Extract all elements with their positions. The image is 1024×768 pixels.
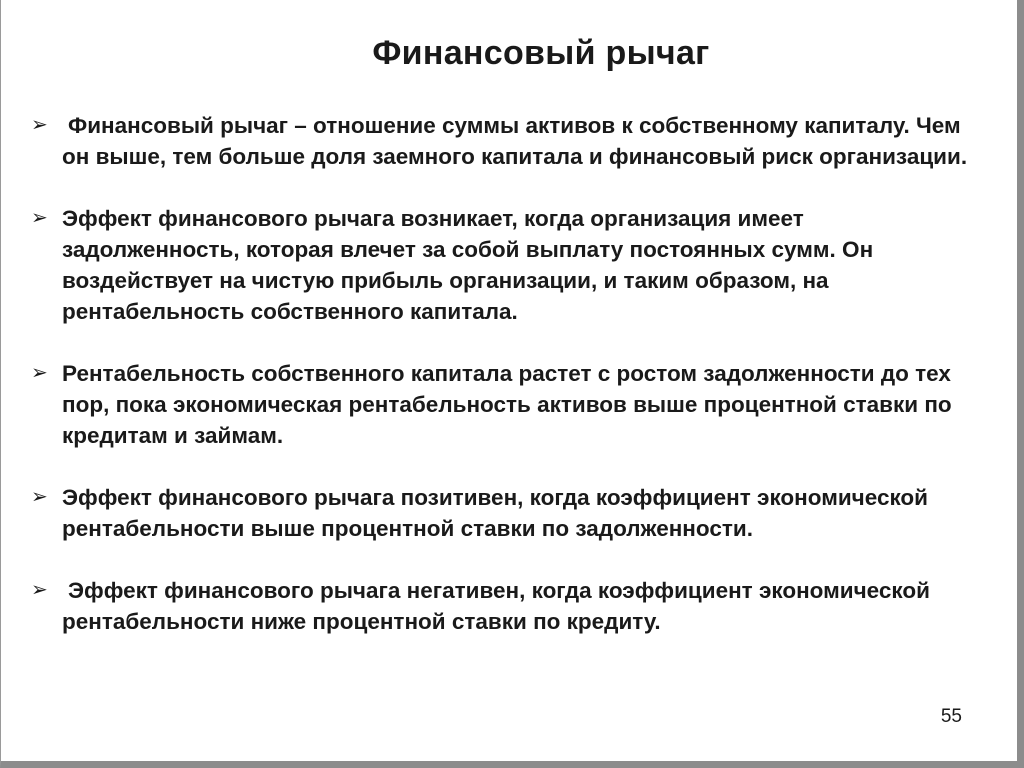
slide-title: Финансовый рычаг — [372, 34, 710, 72]
arrow-bullet-icon: ➢ — [31, 114, 48, 136]
page-number: 55 — [940, 706, 962, 727]
arrow-bullet-icon: ➢ — [31, 207, 48, 229]
bullet-text: Рентабельность собственного капитала растет с ростом задолженности до тех пор, пока экономическая рентабельность активов выше процентной ставки по кредитам и займам. — [62, 361, 952, 448]
arrow-bullet-icon: ➢ — [31, 362, 48, 384]
bullet-item — [31, 575, 981, 637]
bullet-item — [31, 482, 981, 544]
arrow-bullet-icon: ➢ — [31, 486, 48, 508]
bullet-text: Эффект финансового рычага позитивен, когда коэффициент экономической рентабельности выше процентной ставки по задолженности. — [62, 485, 928, 541]
bullet-text: Эффект финансового рычага негативен, когда коэффициент экономической рентабельности ниже процентной ставки по кредиту. — [62, 578, 930, 634]
arrow-bullet-icon: ➢ — [31, 579, 48, 601]
bullet-text: Финансовый рычаг – отношение суммы активов к собственному капиталу. Чем он выше, тем больше доля заемного капитала и финансовый риск организации. — [62, 113, 968, 169]
bullet-item — [31, 110, 981, 172]
bullet-text: Эффект финансового рычага возникает, когда организация имеет задолженность, которая влечет за собой выплату постоянных сумм. Он воздействует на чистую прибыль организации, и таким образом, на рентабельность собственного капитала. — [62, 206, 874, 324]
bullet-item — [31, 203, 981, 327]
bullet-list — [31, 110, 981, 668]
bullet-item — [31, 358, 981, 451]
